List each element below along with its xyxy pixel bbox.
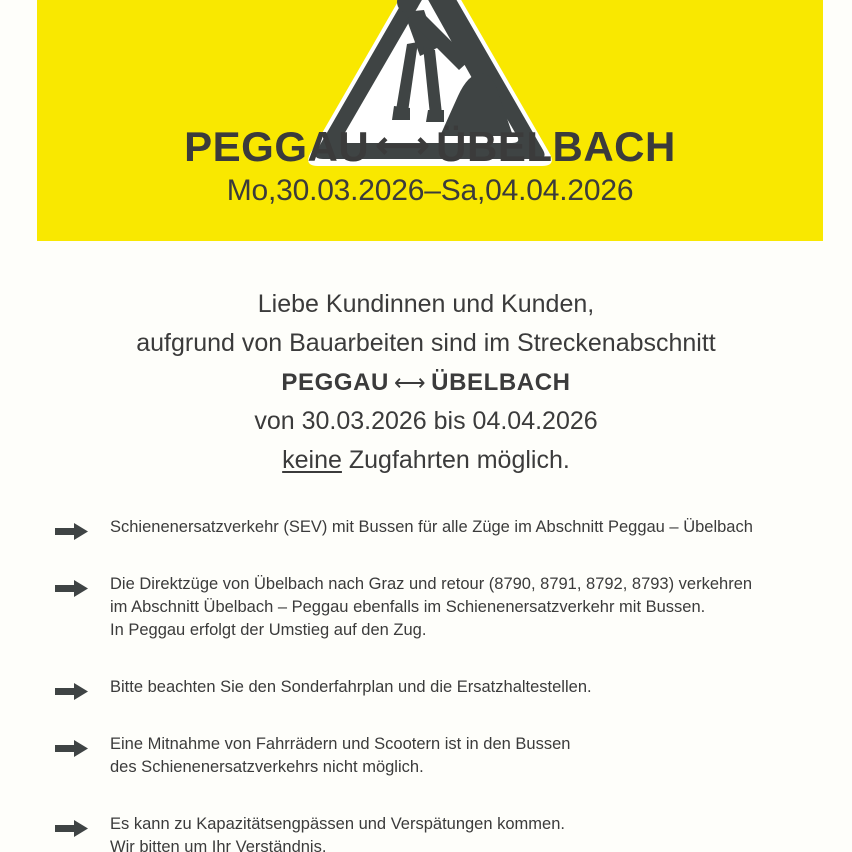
intro-route-from: PEGGAU — [281, 369, 389, 396]
intro-block — [0, 285, 852, 480]
intro-reason: aufgrund von Bauarbeiten sind im Streckenabschnitt — [136, 329, 716, 357]
arrow-right-bullet-icon — [55, 740, 88, 757]
intro-route-to: ÜBELBACH — [431, 369, 571, 396]
arrow-right-bullet-icon — [55, 523, 88, 540]
list-item-text — [110, 813, 825, 852]
banner-date-range: Mo,30.03.2026–Sa,04.04.2026 — [226, 174, 634, 207]
bidirectional-arrow-icon: ⟷ — [394, 370, 427, 395]
intro-period: von 30.03.2026 bis 04.04.2026 — [254, 407, 598, 435]
list-item-text — [110, 733, 825, 779]
roadworks-sign-container — [37, 0, 823, 118]
list-item-text — [110, 516, 825, 539]
list-item — [55, 573, 825, 642]
note-line: Bitte beachten Sie den Sonderfahrplan und die Ersatzhaltestellen. — [110, 678, 592, 696]
note-line: Die Direktzüge von Übelbach nach Graz und retour (8790, 8791, 8792, 8793) verkehren — [110, 575, 753, 593]
banner-route-title — [37, 123, 823, 170]
banner-route-from: PEGGAU — [184, 123, 370, 170]
note-line: Schienenersatzverkehr (SEV) mit Bussen für alle Züge im Abschnitt Peggau – Übelbach — [110, 518, 753, 536]
notes-list — [55, 516, 825, 852]
intro-route — [0, 363, 852, 402]
arrow-right-bullet-icon — [55, 580, 88, 597]
arrow-right-bullet-icon — [55, 683, 88, 700]
intro-closure-rest: Zugfahrten möglich. — [341, 446, 570, 474]
note-line: Eine Mitnahme von Fahrrädern und Scootern ist in den Bussen — [110, 735, 571, 753]
list-item — [55, 733, 825, 779]
list-item — [55, 813, 825, 852]
list-item — [55, 676, 825, 699]
intro-closure-emphasis: keine — [282, 446, 342, 474]
note-line: Es kann zu Kapazitätsengpässen und Verspätungen kommen. — [110, 815, 565, 833]
list-item — [55, 516, 825, 539]
note-line: In Peggau erfolgt der Umstieg auf den Zug. — [110, 621, 427, 639]
note-line: Wir bitten um Ihr Verständnis. — [110, 838, 327, 852]
arrow-right-bullet-icon — [55, 820, 88, 837]
note-line: im Abschnitt Übelbach – Peggau ebenfalls im Schienenersatzverkehr mit Bussen. — [110, 598, 706, 616]
bidirectional-arrow-icon: ⟷ — [375, 125, 431, 167]
intro-greeting: Liebe Kundinnen und Kunden, — [257, 290, 595, 318]
note-line: des Schienenersatzverkehrs nicht möglich. — [110, 758, 424, 776]
banner-route-to: ÜBELBACH — [436, 123, 676, 170]
list-item-text — [110, 676, 825, 699]
list-item-text — [110, 573, 825, 642]
intro-closure — [0, 441, 852, 480]
yellow-banner — [37, 0, 823, 241]
